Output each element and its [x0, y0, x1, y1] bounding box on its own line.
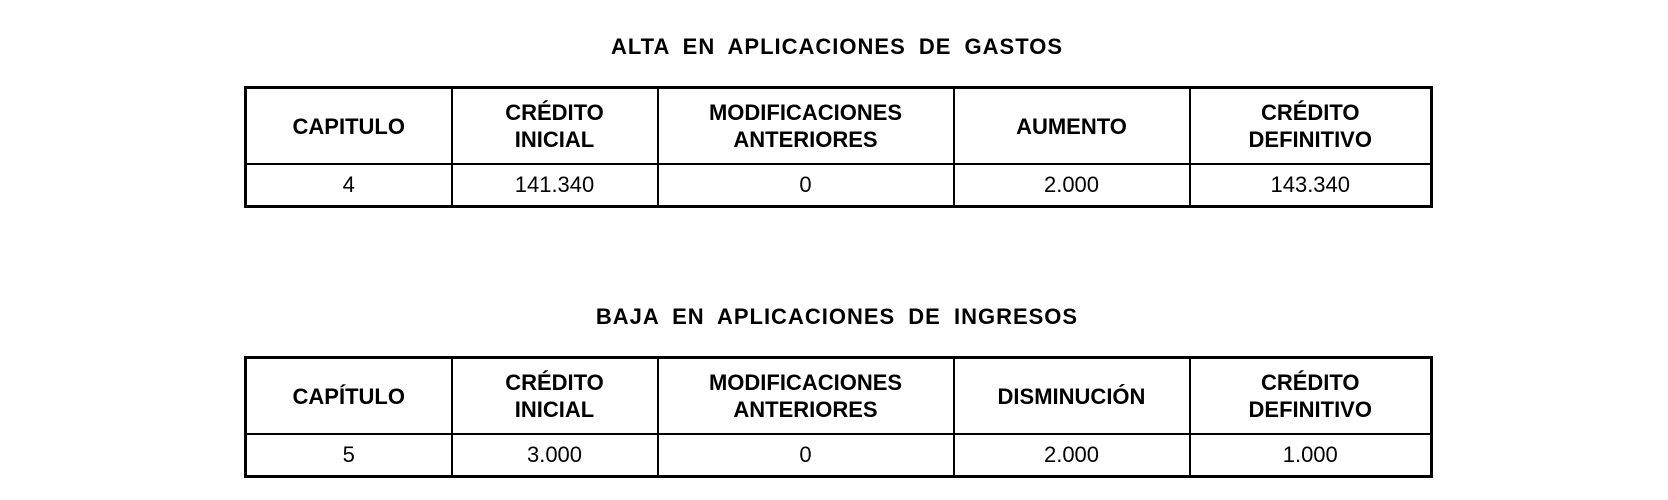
baja-header-credito-inicial-line-1: CRÉDITO [505, 370, 604, 395]
alta-section [244, 34, 1430, 208]
baja-header-credito-inicial-line-2: INICIAL [514, 397, 595, 422]
alta-header-credito-definitivo-line-2: DEFINITIVO [1248, 127, 1372, 152]
baja-cell-capitulo: 5 [246, 434, 452, 477]
baja-header-disminucion-line-1: DISMINUCIÓN [997, 383, 1146, 409]
baja-section [244, 304, 1430, 478]
alta-header-modificaciones-line-1: MODIFICACIONES [708, 100, 903, 125]
alta-header-modificaciones-anteriores [658, 88, 954, 165]
baja-header-disminucion [954, 358, 1190, 435]
alta-header-aumento-line-1: AUMENTO [1016, 113, 1127, 139]
alta-header-row [246, 88, 1432, 165]
alta-header-credito-inicial-line-1: CRÉDITO [505, 100, 604, 125]
baja-cell-credito-definitivo: 1.000 [1190, 434, 1432, 477]
baja-cell-disminucion: 2.000 [954, 434, 1190, 477]
baja-header-capitulo [246, 358, 452, 435]
baja-header-credito-definitivo-line-1: CRÉDITO [1260, 370, 1360, 395]
baja-header-row [246, 358, 1432, 435]
baja-header-credito-definitivo [1190, 358, 1432, 435]
baja-header-modificaciones-line-1: MODIFICACIONES [708, 370, 903, 395]
baja-title: BAJA EN APLICACIONES DE INGRESOS [595, 304, 1079, 329]
alta-cell-credito-inicial: 141.340 [452, 164, 658, 207]
baja-header-credito-definitivo-line-2: DEFINITIVO [1248, 397, 1372, 422]
baja-data-row [246, 434, 1432, 477]
baja-header-modificaciones-line-2: ANTERIORES [733, 397, 878, 422]
baja-cell-credito-inicial: 3.000 [452, 434, 658, 477]
alta-cell-capitulo: 4 [246, 164, 452, 207]
baja-header-capitulo-line-1: CAPÍTULO [292, 383, 405, 409]
alta-data-row [246, 164, 1432, 207]
baja-header-modificaciones-anteriores [658, 358, 954, 435]
baja-table [244, 356, 1433, 478]
alta-title: ALTA EN APLICACIONES DE GASTOS [610, 34, 1064, 59]
alta-cell-credito-definitivo: 143.340 [1190, 164, 1432, 207]
alta-header-credito-inicial-line-2: INICIAL [514, 127, 595, 152]
alta-header-credito-definitivo-line-1: CRÉDITO [1260, 100, 1360, 125]
baja-header-credito-inicial [452, 358, 658, 435]
alta-header-capitulo-line-1: CAPITULO [292, 113, 405, 139]
alta-header-modificaciones-line-2: ANTERIORES [733, 127, 878, 152]
alta-header-credito-inicial [452, 88, 658, 165]
alta-cell-modificaciones: 0 [658, 164, 954, 207]
alta-header-capitulo [246, 88, 452, 165]
alta-header-credito-definitivo [1190, 88, 1432, 165]
alta-header-aumento [954, 88, 1190, 165]
alta-cell-aumento: 2.000 [954, 164, 1190, 207]
baja-cell-modificaciones: 0 [658, 434, 954, 477]
alta-table [244, 86, 1433, 208]
